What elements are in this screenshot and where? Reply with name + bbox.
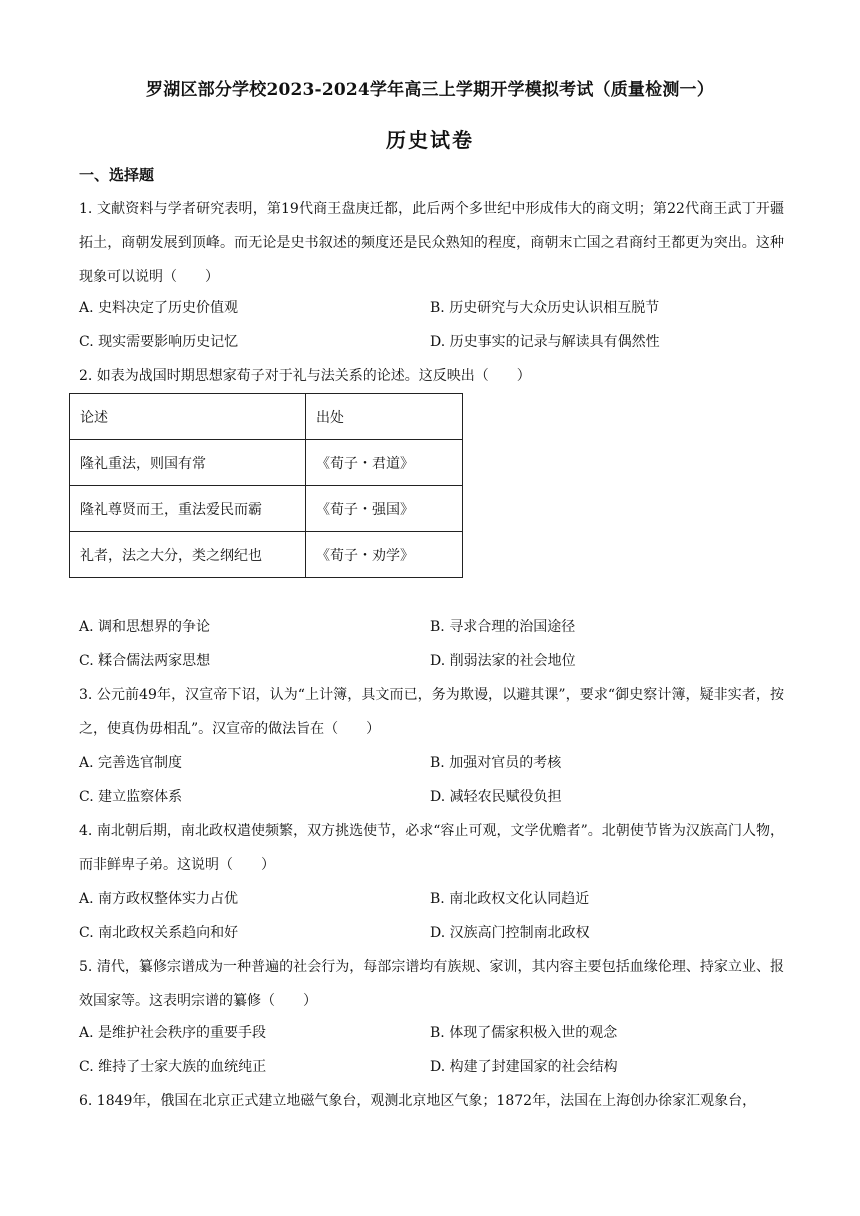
option-d: D. 历史事实的记录与解读具有偶然性 xyxy=(430,334,660,350)
table-row xyxy=(70,532,463,578)
section-heading: 一、选择题 xyxy=(79,166,155,184)
table-cell: 《荀子・强国》 xyxy=(306,486,463,532)
option-c: C. 现实需要影响历史记忆 xyxy=(79,334,239,350)
option-b: B. 体现了儒家积极入世的观念 xyxy=(430,1025,618,1041)
option-a: A. 调和思想界的争论 xyxy=(79,619,211,635)
question-2-stem: 2. 如表为战国时期思想家荀子对于礼与法关系的论述。这反映出（ ） xyxy=(79,368,531,384)
option-d: D. 构建了封建国家的社会结构 xyxy=(430,1059,618,1075)
option-a: A. 是维护社会秩序的重要手段 xyxy=(79,1025,267,1041)
question-2-options xyxy=(79,610,784,678)
table-header: 论述 xyxy=(70,394,306,440)
option-b: B. 历史研究与大众历史认识相互脱节 xyxy=(430,300,660,316)
question-1-stem: 1. 文献资料与学者研究表明，第19代商王盘庚迁都，此后两个多世纪中形成伟大的商文明；第22代商王武丁开疆拓土，商朝发展到顶峰。而无论是史书叙述的频度还是民众熟知的程度，商朝末亡国之君商纣王都更为突出。这种现象可以说明（ ） xyxy=(79,201,784,285)
table-cell: 隆礼尊贤而王，重法爱民而霸 xyxy=(70,486,306,532)
option-a: A. 完善选官制度 xyxy=(79,755,183,771)
exam-subtitle: 历史试卷 xyxy=(386,128,474,152)
question-3-options xyxy=(79,746,784,814)
table-header: 出处 xyxy=(306,394,463,440)
question-1-options xyxy=(79,291,784,359)
option-d: D. 汉族高门控制南北政权 xyxy=(430,925,590,941)
table-row xyxy=(70,486,463,532)
table-cell: 《荀子・劝学》 xyxy=(306,532,463,578)
question-3-stem: 3. 公元前49年，汉宣帝下诏，认为“上计簿，具文而已，务为欺谩，以避其课”，要求“御史察计簿，疑非实者，按之，使真伪毋相乱”。汉宣帝的做法旨在（ ） xyxy=(79,687,784,737)
option-a: A. 史料决定了历史价值观 xyxy=(79,300,239,316)
option-c: C. 南北政权关系趋向和好 xyxy=(79,925,239,941)
option-c: C. 建立监察体系 xyxy=(79,789,183,805)
question-6-stem: 6. 1849年，俄国在北京正式建立地磁气象台，观测北京地区气象；1872年，法国在上海创办徐家汇观象台， xyxy=(79,1093,757,1109)
exam-title: 罗湖区部分学校2023-2024学年高三上学期开学模拟考试（质量检测一） xyxy=(146,80,714,100)
question-5-options xyxy=(79,1016,784,1084)
table-cell: 隆礼重法，则国有常 xyxy=(70,440,306,486)
xunzi-table xyxy=(69,393,463,578)
option-c: C. 维持了士家大族的血统纯正 xyxy=(79,1059,267,1075)
table-header-row xyxy=(70,394,463,440)
option-a: A. 南方政权整体实力占优 xyxy=(79,891,239,907)
table-row xyxy=(70,440,463,486)
table-cell: 《荀子・君道》 xyxy=(306,440,463,486)
option-b: B. 寻求合理的治国途径 xyxy=(430,619,576,635)
option-b: B. 加强对官员的考核 xyxy=(430,755,562,771)
option-c: C. 糅合儒法两家思想 xyxy=(79,653,211,669)
option-d: D. 削弱法家的社会地位 xyxy=(430,653,576,669)
option-d: D. 减轻农民赋役负担 xyxy=(430,789,562,805)
question-5-stem: 5. 清代，纂修宗谱成为一种普遍的社会行为，每部宗谱均有族规、家训，其内容主要包括血缘伦理、持家立业、报效国家等。这表明宗谱的纂修（ ） xyxy=(79,959,784,1009)
question-4-options xyxy=(79,882,784,950)
table-cell: 礼者，法之大分，类之纲纪也 xyxy=(70,532,306,578)
option-b: B. 南北政权文化认同趋近 xyxy=(430,891,590,907)
question-4-stem: 4. 南北朝后期，南北政权遣使频繁，双方挑选使节，必求“容止可观，文学优赡者”。北朝使节皆为汉族高门人物，而非鲜卑子弟。这说明（ ） xyxy=(79,823,784,873)
